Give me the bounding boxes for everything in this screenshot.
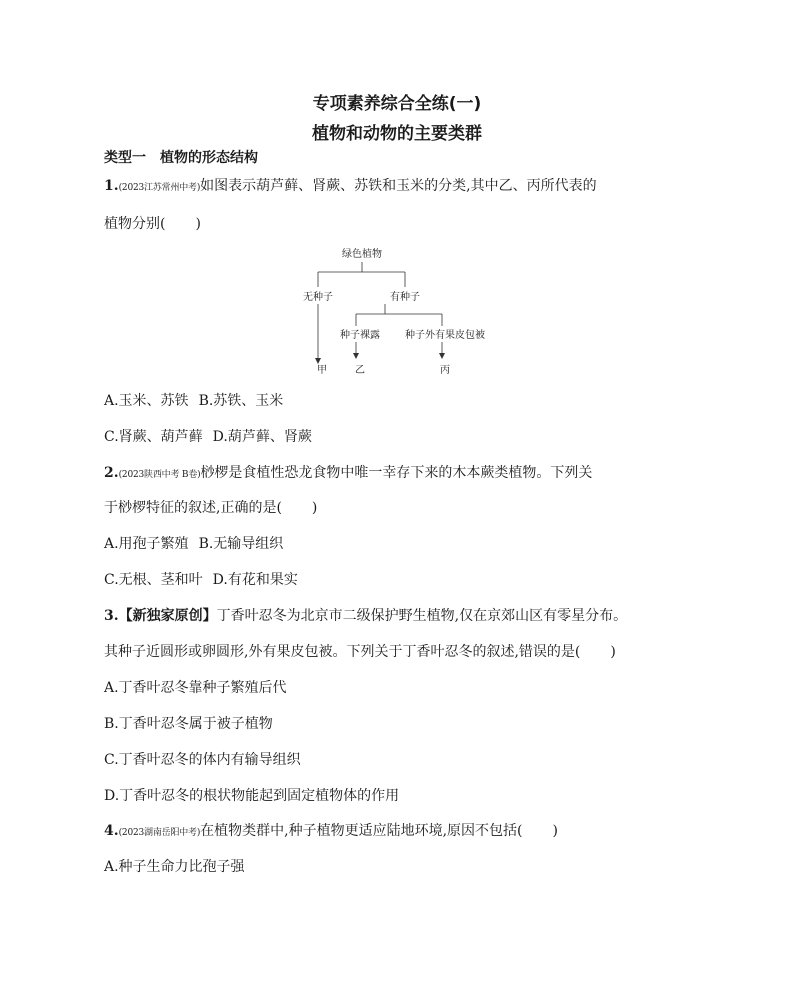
q4-stem-line1 — [104, 821, 558, 843]
q1-number: 1. — [104, 178, 119, 194]
q3-option-a: A.丁香叶忍冬靠种子繁殖后代 — [104, 680, 287, 696]
q2-text-b: 于桫椤特征的叙述,正确的是( — [104, 500, 282, 516]
q4-option-a: A.种子生命力比孢子强 — [104, 859, 245, 875]
section-name: 植物的形态结构 — [160, 150, 258, 166]
q2-options-row2 — [104, 570, 298, 590]
diagram-yi-label: 乙 — [355, 365, 365, 376]
q4-source: (2023湖南岳阳中考) — [118, 828, 201, 838]
section-label: 类型一 — [104, 150, 146, 166]
q1-close: ) — [195, 216, 201, 232]
diagram-jia-label: 甲 — [317, 365, 327, 376]
q2-close: ) — [311, 500, 318, 516]
q3-option-b-line — [104, 714, 273, 734]
q3-stem-line2 — [104, 642, 616, 662]
q4-option-a-line — [104, 857, 245, 877]
q2-number: 2. — [104, 465, 119, 481]
q1-text-b: 植物分别( — [104, 216, 166, 232]
q3-stem-line1 — [104, 606, 627, 626]
q2-option-a: A.用孢子繁殖 — [104, 536, 189, 552]
classification-diagram — [290, 240, 520, 380]
q1-option-c: C.肾蕨、葫芦藓 — [104, 429, 203, 445]
diagram-covered-seed-label: 种子外有果皮包被 — [405, 330, 485, 341]
q1-options-row2 — [104, 427, 312, 447]
q1-options-row1 — [104, 391, 283, 411]
q2-stem-line2 — [104, 498, 317, 518]
q1-text-a: 如图表示葫芦藓、肾蕨、苏铁和玉米的分类,其中乙、丙所代表的 — [200, 178, 597, 194]
q3-option-a-line — [104, 678, 287, 698]
q2-text-a: 桫椤是食植性恐龙食物中唯一幸存下来的木本蕨类植物。下列关 — [200, 465, 593, 481]
q1-source: (2023江苏常州中考) — [118, 183, 201, 193]
diagram-bing-label: 丙 — [440, 365, 450, 376]
q2-option-c: C.无根、茎和叶 — [104, 572, 203, 588]
diagram-naked-seed-label: 种子裸露 — [340, 330, 380, 341]
q3-close: ) — [610, 644, 616, 660]
q2-source: (2023陕西中考 B卷) — [118, 470, 201, 480]
q3-text-b: 其种子近圆形或卵圆形,外有果皮包被。下列关于丁香叶忍冬的叙述,错误的是( — [104, 644, 581, 660]
q4-number: 4. — [104, 823, 119, 839]
q3-option-b: B.丁香叶忍冬属于被子植物 — [104, 716, 273, 732]
q2-options-row1 — [104, 534, 283, 554]
q3-tag: 【新独家原创】 — [118, 608, 217, 624]
q4-close: ) — [552, 823, 558, 839]
diagram-has-seed-label: 有种子 — [390, 292, 420, 303]
q1-option-b: B.苏铁、玉米 — [198, 393, 284, 409]
diagram-root-label: 绿色植物 — [342, 249, 382, 260]
q2-stem-line1 — [104, 463, 592, 485]
q1-stem-line1 — [104, 176, 597, 198]
q2-option-b: B.无输导组织 — [198, 536, 284, 552]
q3-number: 3. — [104, 608, 119, 624]
q2-option-d: D.有花和果实 — [212, 572, 298, 588]
diagram-no-seed-label: 无种子 — [303, 292, 333, 303]
page-title: 专项素养综合全练(一) — [312, 94, 482, 114]
q1-option-a: A.玉米、苏铁 — [104, 393, 189, 409]
section-heading — [104, 147, 258, 167]
q4-text-a: 在植物类群中,种子植物更适应陆地环境,原因不包括( — [200, 823, 523, 839]
q3-option-d-line — [104, 786, 399, 806]
q3-text-a: 丁香叶忍冬为北京市二级保护野生植物,仅在京郊山区有零星分布。 — [216, 608, 628, 624]
q3-option-d: D.丁香叶忍冬的根状物能起到固定植物体的作用 — [104, 788, 400, 804]
q1-stem-line2 — [104, 214, 201, 234]
q1-option-d: D.葫芦藓、肾蕨 — [212, 429, 312, 445]
page-subtitle: 植物和动物的主要类群 — [312, 124, 482, 144]
q3-option-c-line — [104, 750, 301, 770]
q3-option-c: C.丁香叶忍冬的体内有输导组织 — [104, 752, 301, 768]
